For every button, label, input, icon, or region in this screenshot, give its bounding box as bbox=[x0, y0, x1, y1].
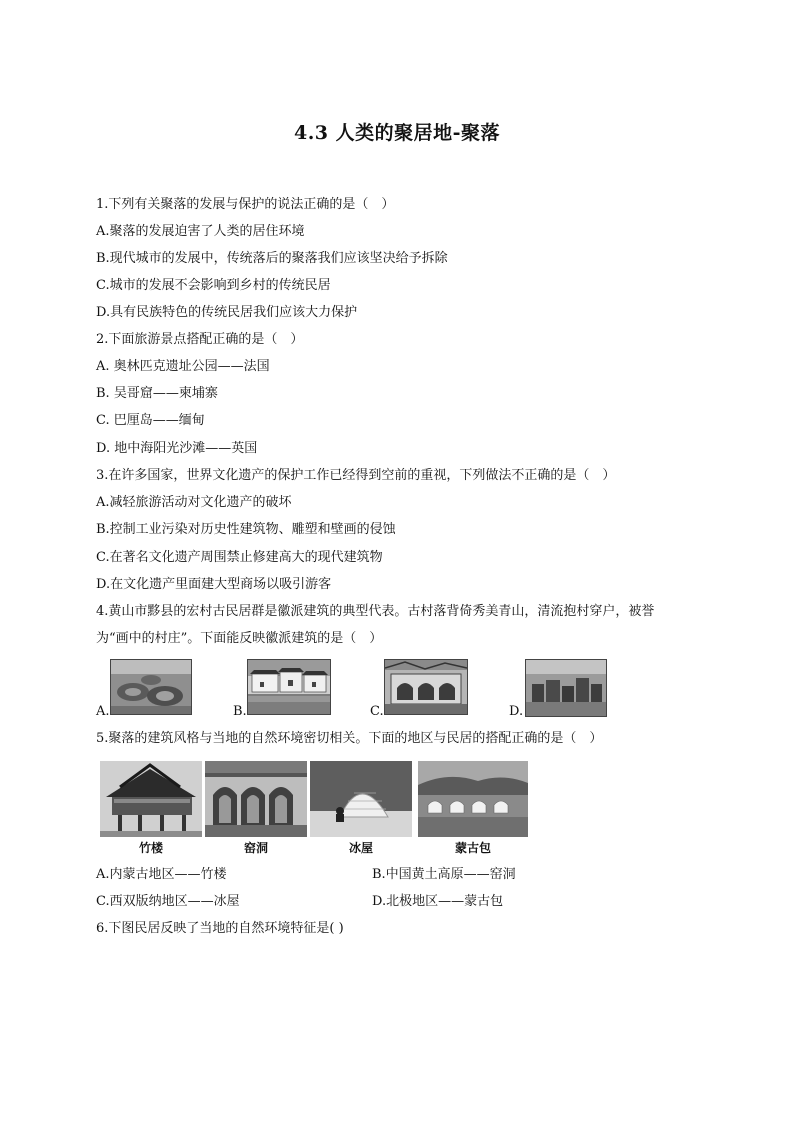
q5-caption-bamboo-house: 竹楼 bbox=[138, 841, 163, 855]
q4-stem-line1: 4.黄山市黟县的宏村古民居群是徽派建筑的典型代表。古村落背倚秀美青山，清流抱村穿户，被誉 bbox=[96, 604, 655, 619]
q5-option-b: B.中国黄土高原——窑洞 bbox=[372, 867, 516, 882]
q3-option-d: D.在文化遗产里面建大型商场以吸引游客 bbox=[96, 577, 332, 592]
q5-caption-yurt: 蒙古包 bbox=[454, 841, 491, 855]
q4-label-a: A. bbox=[96, 704, 110, 719]
q3-stem: 3.在许多国家，世界文化遗产的保护工作已经得到空前的重视，下列做法不正确的是（ ） bbox=[96, 468, 616, 483]
q4-image-options bbox=[96, 657, 716, 719]
q1-option-b: B.现代城市的发展中，传统落后的聚落我们应该坚决给予拆除 bbox=[96, 251, 448, 266]
q5-caption-cave-dwelling: 窑洞 bbox=[243, 841, 268, 855]
q2-stem: 2.下面旅游景点搭配正确的是（ ） bbox=[96, 332, 304, 347]
page-title: 4.3 人类的聚居地-聚落 bbox=[293, 122, 501, 144]
q4-option-a bbox=[96, 657, 196, 719]
q5-option-d: D.北极地区——蒙古包 bbox=[372, 894, 504, 909]
q5-caption-igloo: 冰屋 bbox=[348, 841, 373, 855]
q4-option-d bbox=[509, 657, 609, 719]
q2-option-c: C. 巴厘岛——缅甸 bbox=[96, 413, 205, 428]
q3-option-a: A.减轻旅游活动对文化遗产的破坏 bbox=[96, 495, 292, 510]
q1-option-a: A.聚落的发展迫害了人类的居住环境 bbox=[96, 224, 305, 239]
q5-photo-yurt bbox=[418, 761, 528, 853]
q1-option-c: C.城市的发展不会影响到乡村的传统民居 bbox=[96, 278, 331, 293]
q4-label-b: B. bbox=[233, 704, 247, 719]
q2-option-d: D. 地中海阳光沙滩——英国 bbox=[96, 441, 258, 456]
cave-courtyard-photo bbox=[384, 659, 468, 715]
q3-option-c: C.在著名文化遗产周围禁止修建高大的现代建筑物 bbox=[96, 550, 383, 565]
q5-stem: 5.聚落的建筑风格与当地的自然环境密切相关。下面的地区与民居的搭配正确的是（ ） bbox=[96, 731, 603, 746]
cave-dwelling-photo bbox=[205, 761, 307, 837]
q4-stem-line2: 为“画中的村庄”。下面能反映徽派建筑的是（ ） bbox=[96, 631, 383, 646]
q2-option-b: B. 吴哥窟——柬埔寨 bbox=[96, 386, 218, 401]
q4-label-c: C. bbox=[370, 704, 384, 719]
huizhou-architecture-photo bbox=[247, 659, 331, 715]
q6-stem: 6.下图民居反映了当地的自然环境特征是( ) bbox=[96, 921, 344, 936]
q5-option-a: A.内蒙古地区——竹楼 bbox=[96, 867, 227, 882]
q4-label-d: D. bbox=[509, 704, 524, 719]
q5-photo-bamboo-house bbox=[100, 761, 202, 853]
q1-option-d: D.具有民族特色的传统民居我们应该大力保护 bbox=[96, 305, 358, 320]
q1-stem: 1.下列有关聚落的发展与保护的说法正确的是（ ） bbox=[96, 197, 395, 212]
q4-option-c bbox=[370, 657, 470, 719]
q3-option-b: B.控制工业污染对历史性建筑物、雕塑和壁画的侵蚀 bbox=[96, 522, 396, 537]
q5-option-c: C.西双版纳地区——冰屋 bbox=[96, 894, 240, 909]
stone-houses-photo bbox=[525, 659, 607, 717]
q5-photo-igloo bbox=[310, 761, 412, 853]
tulou-photo bbox=[110, 659, 192, 715]
q2-option-a: A. 奥林匹克遗址公园——法国 bbox=[96, 359, 270, 374]
igloo-photo bbox=[310, 761, 412, 837]
q5-photo-cave-dwelling bbox=[205, 761, 307, 853]
bamboo-house-photo bbox=[100, 761, 202, 837]
q4-option-b bbox=[233, 657, 333, 719]
yurt-photo bbox=[418, 761, 528, 837]
